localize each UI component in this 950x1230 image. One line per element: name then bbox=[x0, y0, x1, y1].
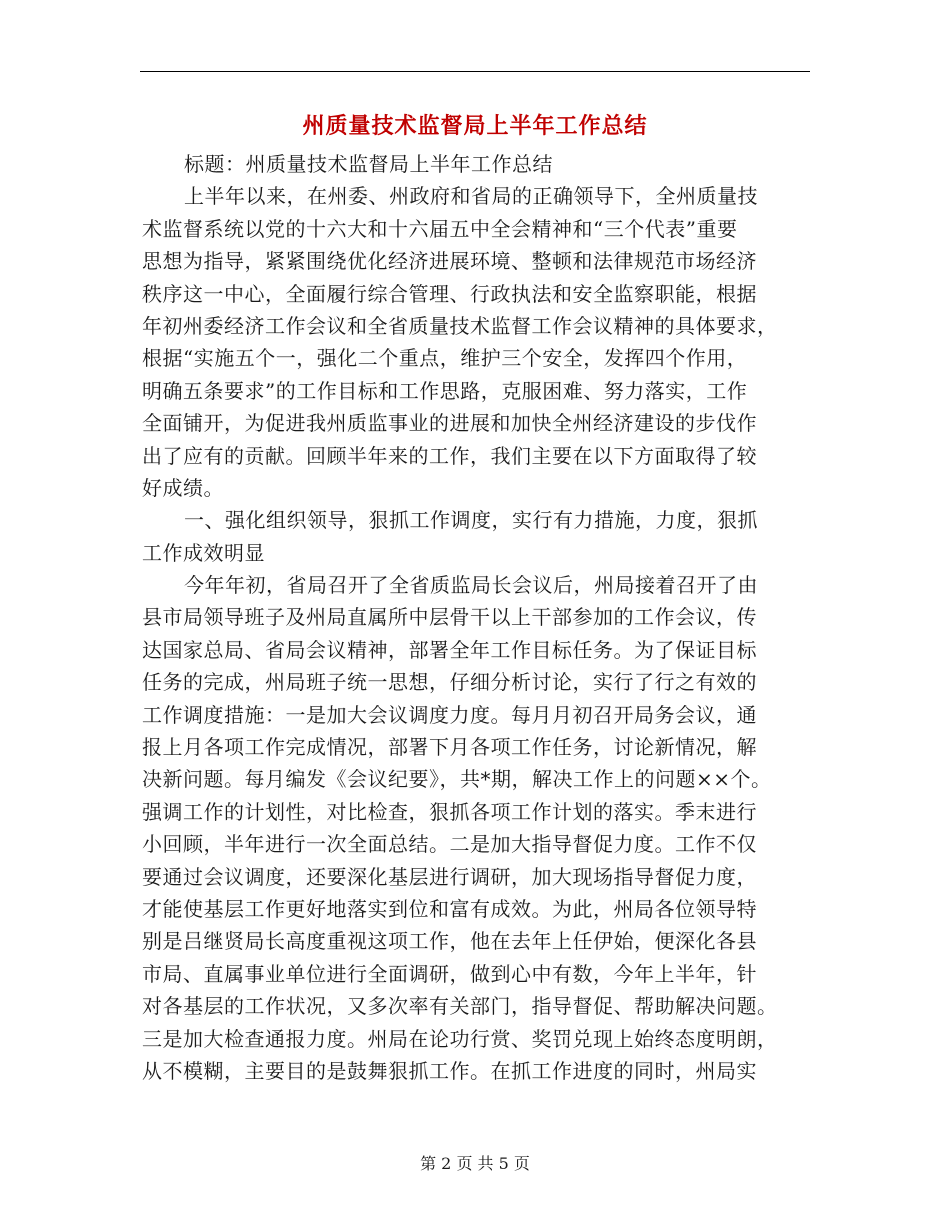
text-line: 根据“实施五个一，强化二个重点，维护三个安全，发挥四个作用， bbox=[142, 346, 748, 371]
text-line: 县市局领导班子及州局直属所中层骨干以上干部参加的工作会议，传 bbox=[142, 605, 757, 630]
header-rule bbox=[140, 71, 810, 72]
text-line: 全面铺开，为促进我州质监事业的进展和加快全州经济建设的步伐作 bbox=[142, 411, 757, 436]
text-line: 好成绩。 bbox=[142, 475, 224, 500]
text-line: 任务的完成，州局班子统一思想，仔细分析讨论，实行了行之有效的 bbox=[142, 670, 757, 695]
document-body bbox=[142, 148, 822, 1087]
page-number: 第 2 页 共 5 页 bbox=[420, 1154, 530, 1173]
text-line: 强调工作的计划性，对比检查，狠抓各项工作计划的落实。季末进行 bbox=[142, 799, 757, 824]
text-line: 年初州委经济工作会议和全省质量技术监督工作会议精神的具体要求， bbox=[142, 313, 778, 338]
text-line: 三是加大检查通报力度。州局在论功行赏、奖罚兑现上始终态度明朗， bbox=[142, 1026, 778, 1051]
text-line: 上半年以来，在州委、州政府和省局的正确领导下，全州质量技 bbox=[184, 184, 758, 209]
text-line: 别是吕继贤局长高度重视这项工作，他在去年上任伊始，便深化各县 bbox=[142, 929, 757, 954]
text-line: 明确五条要求”的工作目标和工作思路，克服困难、努力落实，工作 bbox=[142, 378, 748, 403]
text-line: 决新问题。每月编发《会议纪要》，共*期，解决工作上的问题××个。 bbox=[142, 767, 772, 792]
text-line: 市局、直属事业单位进行全面调研，做到心中有数，今年上半年，针 bbox=[142, 961, 757, 986]
text-line: 今年年初，省局召开了全省质监局长会议后，州局接着召开了由 bbox=[184, 573, 758, 598]
text-line: 术监督系统以党的十六大和十六届五中全会精神和“三个代表”重要 bbox=[142, 216, 738, 241]
text-line: 思想为指导，紧紧围绕优化经济进展环境、整顿和法律规范市场经济 bbox=[142, 249, 757, 274]
text-line: 小回顾，半年进行一次全面总结。二是加大指导督促力度。工作不仅 bbox=[142, 832, 757, 857]
text-line: 出了应有的贡献。回顾半年来的工作，我们主要在以下方面取得了较 bbox=[142, 443, 757, 468]
text-line: 要通过会议调度，还要深化基层进行调研，加大现场指导督促力度， bbox=[142, 864, 757, 889]
text-line: 工作调度措施：一是加大会议调度力度。每月月初召开局务会议，通 bbox=[142, 702, 757, 727]
text-line: 秩序这一中心，全面履行综合管理、行政执法和安全监察职能，根据 bbox=[142, 281, 757, 306]
text-line: 达国家总局、省局会议精神，部署全年工作目标任务。为了保证目标 bbox=[142, 637, 757, 662]
section-heading-line: 工作成效明显 bbox=[142, 540, 265, 565]
text-line: 才能使基层工作更好地落实到位和富有成效。为此，州局各位领导特 bbox=[142, 896, 757, 921]
text-line: 对各基层的工作状况，又多次率有关部门，指导督促、帮助解决问题。 bbox=[142, 994, 778, 1019]
section-heading-line: 一、强化组织领导，狠抓工作调度，实行有力措施，力度，狠抓 bbox=[184, 508, 758, 533]
text-line: 标题：州质量技术监督局上半年工作总结 bbox=[184, 152, 553, 176]
text-line: 报上月各项工作完成情况，部署下月各项工作任务，讨论新情况，解 bbox=[142, 735, 757, 760]
text-line: 从不模糊，主要目的是鼓舞狠抓工作。在抓工作进度的同时，州局实 bbox=[142, 1058, 757, 1083]
document-title: 州质量技术监督局上半年工作总结 bbox=[302, 113, 648, 139]
